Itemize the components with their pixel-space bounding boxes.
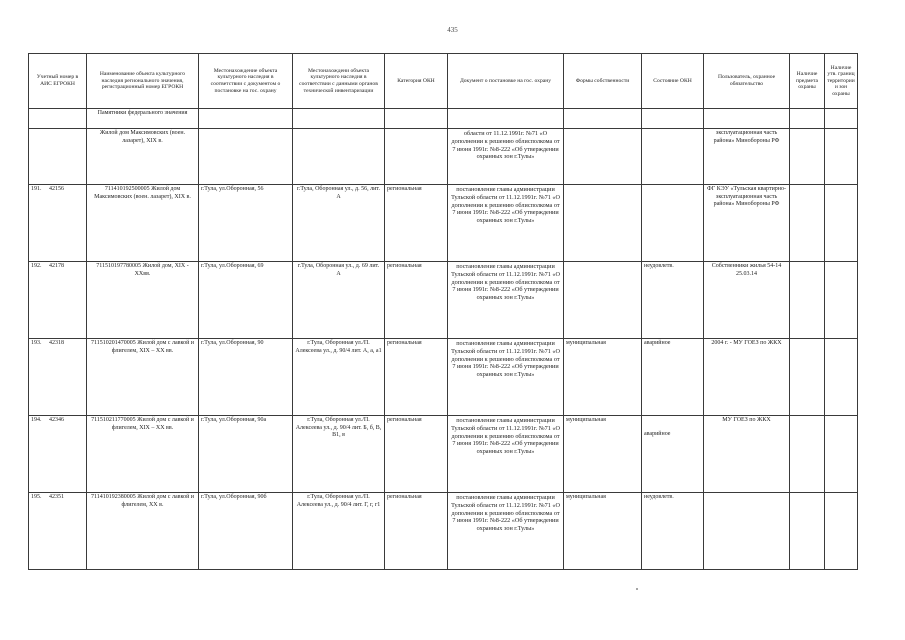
protection-subject-cell (790, 493, 825, 570)
scan-speck (636, 588, 638, 590)
table-row (29, 493, 858, 570)
user-cell: Собственники жилья 54-14 25.03.14 (704, 262, 790, 339)
ownership-cell: муниципальная (564, 339, 642, 416)
location-inventory: г.Тула, Оборонная ул., д. 69 лит. А (293, 262, 385, 339)
state-cell: неудовлетв. (642, 262, 704, 339)
row-number: 191. (31, 186, 42, 192)
continuation-row (29, 129, 858, 185)
object-name: 711510197780005 Жилой дом, XIX - XXвв. (87, 262, 199, 339)
header-borders: Наличие утв. границ территории и зон охраны (825, 54, 858, 109)
table-row (29, 339, 858, 416)
page-number: 435 (447, 26, 458, 34)
state-cell: аварийное (642, 339, 704, 416)
borders-cell (825, 416, 858, 493)
row-number: 193. (31, 340, 42, 346)
category-cell: региональная (385, 493, 448, 570)
registry-number: 42351 (49, 494, 64, 500)
row-number: 195. (31, 494, 42, 500)
protection-document: постановление главы администрации Тульской области от 11.12.1991г. №71 «О дополнении к решению облисполкома от 7 июня 1991г. №8-222 «Об утверждении охранных зон г.Тулы» (448, 262, 564, 339)
category-cell: региональная (385, 339, 448, 416)
user-cell (704, 493, 790, 570)
section-row (29, 109, 858, 129)
protection-subject-cell (790, 416, 825, 493)
header-row (29, 54, 858, 109)
protection-document: постановление главы администрации Тульской области от 11.12.1991г. №71 «О дополнении к решению облисполкома от 7 июня 1991г. №8-222 «Об утверждении охранных зон г.Тулы» (448, 416, 564, 493)
state-cell: неудовлетв. (642, 493, 704, 570)
registry-number: 42156 (49, 186, 64, 192)
header-registry-number: Учетный номер в АИС ЕГРОКН (29, 54, 87, 109)
ownership-cell (564, 262, 642, 339)
borders-cell (825, 493, 858, 570)
table-row (29, 262, 858, 339)
protection-subject-cell (790, 339, 825, 416)
user-cell: ФГ КЭУ «Тульская квартирно-эксплуатационная часть района» Минобороны РФ (704, 185, 790, 262)
location-document: г.Тула, ул.Оборонная, 90 (199, 339, 293, 416)
protection-document: постановление главы администрации Тульской области от 11.12.1991г. №71 «О дополнении к решению облисполкома от 7 июня 1991г. №8-222 «Об утверждении охранных зон г.Тулы» (448, 185, 564, 262)
registry-number-cell (29, 416, 87, 493)
borders-cell (825, 262, 858, 339)
state-cell (642, 416, 704, 493)
location-document: г.Тула, ул.Оборонная, 90а (199, 416, 293, 493)
header-location-document: Местонахождение объекта культурного наследия в соответствии с документом о постановке на гос. охрану (199, 54, 293, 109)
registry-number: 42318 (49, 340, 64, 346)
category-cell: региональная (385, 262, 448, 339)
object-name: Жилой дом Максимовских (воен. лазарет), XIX в. (87, 129, 199, 185)
object-name: 711510211770005 Жилой дом с лавкой и флигелем, XIX – XX вв. (87, 416, 199, 493)
category-cell: региональная (385, 185, 448, 262)
table-row (29, 416, 858, 493)
registry-number: 42178 (49, 263, 64, 269)
protection-subject-cell (790, 262, 825, 339)
state-value: аварийное (644, 431, 671, 437)
location-document: г.Тула, ул.Оборонная, 56 (199, 185, 293, 262)
protection-document: постановление главы администрации Тульской области от 11.12.1991г. №71 «О дополнении к решению облисполкома от 7 июня 1991г. №8-222 «Об утверждении охранных зон г.Тулы» (448, 493, 564, 570)
header-location-inventory: Местонахождени объекта культурного наследия в соответствии с данными органов технической инвентаризации (293, 54, 385, 109)
header-category: Категория ОКН (385, 54, 448, 109)
registry-number-cell (29, 185, 87, 262)
protection-subject-cell (790, 185, 825, 262)
registry-number: 42346 (49, 417, 64, 423)
registry-number-cell (29, 493, 87, 570)
ownership-cell (564, 185, 642, 262)
registry-number-cell (29, 339, 87, 416)
object-name: 711410192380005 Жилой дом с лавкой и флигелем, XX в. (87, 493, 199, 570)
header-ownership: Формы собственности (564, 54, 642, 109)
row-number: 194. (31, 417, 42, 423)
header-protection-document: Документ о постановке на гос. охрану (448, 54, 564, 109)
ownership-cell: муниципальная (564, 416, 642, 493)
user-cell: 2004 г. - МУ ГОЕЗ по ЖКХ (704, 339, 790, 416)
header-user: Пользователь, охранное обязательство (704, 54, 790, 109)
borders-cell (825, 339, 858, 416)
header-object-name: Наименование объекта культурного наследия регионального значения, регистрационный номер ЕГРОКН (87, 54, 199, 109)
location-document: г.Тула, ул.Оборонная, 69 (199, 262, 293, 339)
section-title: Памятники федерального значения (87, 109, 199, 129)
location-inventory: г.Тула, Оборонная ул./П. Алексеева ул., д. 90/4 лит. Б, б, В, В1, в (293, 416, 385, 493)
location-inventory: г.Тула, Оборонная ул./П. Алексеева ул., д. 90/4 лит. А, а, а1 (293, 339, 385, 416)
category-cell: региональная (385, 416, 448, 493)
object-name: 711410192500005 Жилой дом Максимовских (воен. лазарет), XIX в. (87, 185, 199, 262)
registry-number-cell (29, 262, 87, 339)
location-inventory: г.Тула, Оборонная ул./П. Алексеева ул., д. 90/4 лит. Г, г, г1 (293, 493, 385, 570)
location-inventory: г.Тула, Оборонная ул., д. 56, лит. А (293, 185, 385, 262)
location-document: г.Тула, ул.Оборонная, 90б (199, 493, 293, 570)
header-state: Состояние ОКН (642, 54, 704, 109)
row-number: 192. (31, 263, 42, 269)
ownership-cell: муниципальная (564, 493, 642, 570)
user-cell: эксплуатационная часть района» Минобороны РФ (704, 129, 790, 185)
state-cell (642, 185, 704, 262)
user-cell: МУ ГОЕЗ по ЖКХ (704, 416, 790, 493)
table-row (29, 185, 858, 262)
header-protection-subject: Наличие предмета охраны (790, 54, 825, 109)
object-name: 711510201470005 Жилой дом с лавкой и флигелем, XIX – XX вв. (87, 339, 199, 416)
registry-table (28, 53, 858, 570)
borders-cell (825, 185, 858, 262)
protection-document: постановление главы администрации Тульской области от 11.12.1991г. №71 «О дополнении к решению облисполкома от 7 июня 1991г. №8-222 «Об утверждении охранных зон г.Тулы» (448, 339, 564, 416)
protection-document: области от 11.12.1991г. №71 «О дополнении к решению облисполкома от 7 июня 1991г. №8-222 «Об утверждении охранных зон г.Тулы» (448, 129, 564, 185)
